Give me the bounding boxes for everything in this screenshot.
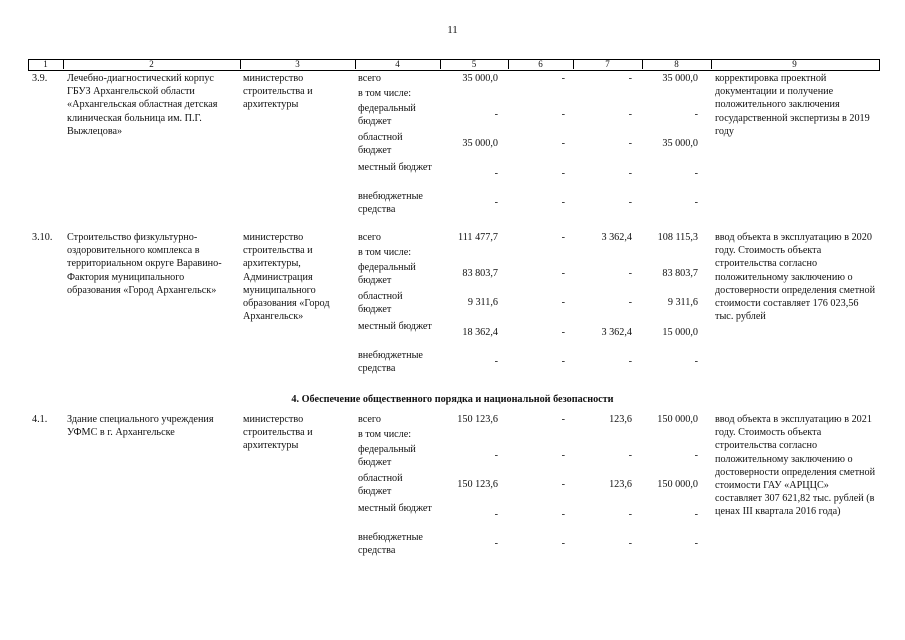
funding-total-label: всего [358,73,381,84]
funding-federal-label: федеральный бюджет [358,444,416,469]
value-total-col6: - [561,414,565,425]
value-total-col7: 3 362,4 [601,232,632,243]
value-total-col5: 150 123,6 [457,414,498,425]
note: ввод объекта в эксплуатацию в 2021 году. Стоимость объекта строительства согласно положительному заключению о достоверности определения сметной стоимости ГАУ «АРЦЦС» составляет 307 621,82 тыс. рублей (в ценах III квартала 2016 года) [715,414,876,518]
header-col-4: 4 [395,59,400,69]
value-local-col8: - [694,509,698,520]
funding-including-label: в том числе: [358,429,412,440]
value-total-col8: 108 115,3 [657,232,698,243]
value-local-col5: 18 362,4 [462,327,498,338]
header-col-9: 9 [792,59,797,69]
header-col-3: 3 [295,59,300,69]
value-regional-col6: - [561,297,565,308]
value-federal-col8: - [694,450,698,461]
header-col-6: 6 [538,59,543,69]
object-name: Лечебно-диагностический корпус ГБУЗ Архангельской области «Архангельская областная детская клиническая больница им. П.Г. Выжлецова» [67,73,218,137]
value-regional-col7: - [628,297,632,308]
executor: министерство строительства и архитектуры, Администрация муниципального образования «Город Архангельск» [243,232,330,323]
note: корректировка проектной документации и получение положительного заключения государственной экспертизы в 2019 году [715,73,870,137]
value-federal-col8: - [694,109,698,120]
value-local-col7: 3 362,4 [601,327,632,338]
header-col-7: 7 [605,59,610,69]
value-total-col5: 111 477,7 [458,232,498,243]
value-extra-col5: - [494,538,498,549]
value-extra-col5: - [494,197,498,208]
value-regional-col8: 150 000,0 [657,479,698,490]
row-number: 4.1. [32,414,48,425]
value-federal-col7: - [628,109,632,120]
value-extra-col7: - [628,538,632,549]
value-local-col5: - [494,509,498,520]
value-total-col7: 123,6 [609,414,632,425]
funding-local-label: местный бюджет [358,162,432,173]
value-federal-col6: - [561,268,565,279]
section-title: 4. Обеспечение общественного порядка и национальной безопасности [291,394,614,405]
note: ввод объекта в эксплуатацию в 2020 году. Стоимость объекта строительства согласно положительному заключению о достоверности определения сметной стоимости составляет 176 023,56 тыс. рублей [715,232,876,323]
value-total-col7: - [628,73,632,84]
value-extra-col6: - [561,538,565,549]
value-total-col6: - [561,73,565,84]
value-local-col8: 15 000,0 [662,327,698,338]
funding-total-label: всего [358,232,381,243]
value-regional-col8: 35 000,0 [662,138,698,149]
header-col-2: 2 [149,59,154,69]
value-regional-col7: - [628,138,632,149]
value-federal-col8: 83 803,7 [662,268,698,279]
value-regional-col7: 123,6 [609,479,632,490]
value-regional-col5: 35 000,0 [462,138,498,149]
row-number: 3.9. [32,73,48,84]
value-extra-col6: - [561,356,565,367]
funding-regional-label: областной бюджет [358,473,403,498]
value-regional-col5: 9 311,6 [467,297,498,308]
value-extra-col7: - [628,356,632,367]
funding-local-label: местный бюджет [358,503,432,514]
object-name: Строительство физкультурно-оздоровительного комплекса в территориальном округе Варавино-Фактория муниципального образования «Город Архангельск» [67,232,222,296]
row-number: 3.10. [32,232,53,243]
executor: министерство строительства и архитектуры [243,73,313,111]
value-regional-col6: - [561,479,565,490]
value-total-col8: 150 000,0 [657,414,698,425]
value-extra-col6: - [561,197,565,208]
value-federal-col5: - [494,450,498,461]
value-local-col6: - [561,168,565,179]
value-local-col7: - [628,168,632,179]
funding-including-label: в том числе: [358,247,412,258]
value-federal-col7: - [628,450,632,461]
value-extra-col8: - [694,538,698,549]
funding-extra-label: внебюджетные средства [358,532,423,557]
funding-extra-label: внебюджетные средства [358,350,423,375]
funding-local-label: местный бюджет [358,321,432,332]
value-regional-col8: 9 311,6 [667,297,698,308]
object-name: Здание специального учреждения УФМС в г. Архангельске [67,414,214,439]
value-federal-col5: 83 803,7 [462,268,498,279]
value-total-col5: 35 000,0 [462,73,498,84]
header-col-1: 1 [43,59,48,69]
value-regional-col5: 150 123,6 [457,479,498,490]
value-local-col8: - [694,168,698,179]
funding-extra-label: внебюджетные средства [358,191,423,216]
header-col-5: 5 [471,59,477,69]
value-local-col6: - [561,327,565,338]
executor: министерство строительства и архитектуры [243,414,313,452]
value-extra-col8: - [694,356,698,367]
value-federal-col7: - [628,268,632,279]
value-extra-col5: - [494,356,498,367]
funding-regional-label: областной бюджет [358,291,403,316]
value-total-col8: 35 000,0 [662,73,698,84]
header-col-8: 8 [674,59,679,69]
funding-including-label: в том числе: [358,88,412,99]
value-local-col7: - [628,509,632,520]
funding-regional-label: областной бюджет [358,132,403,157]
funding-federal-label: федеральный бюджет [358,103,416,128]
value-federal-col5: - [494,109,498,120]
value-regional-col6: - [561,138,565,149]
page-number: 11 [447,24,458,36]
value-total-col6: - [561,232,565,243]
value-extra-col8: - [694,197,698,208]
value-extra-col7: - [628,197,632,208]
funding-federal-label: федеральный бюджет [358,262,416,287]
value-federal-col6: - [561,109,565,120]
value-federal-col6: - [561,450,565,461]
value-local-col6: - [561,509,565,520]
value-local-col5: - [494,168,498,179]
funding-total-label: всего [358,414,381,425]
